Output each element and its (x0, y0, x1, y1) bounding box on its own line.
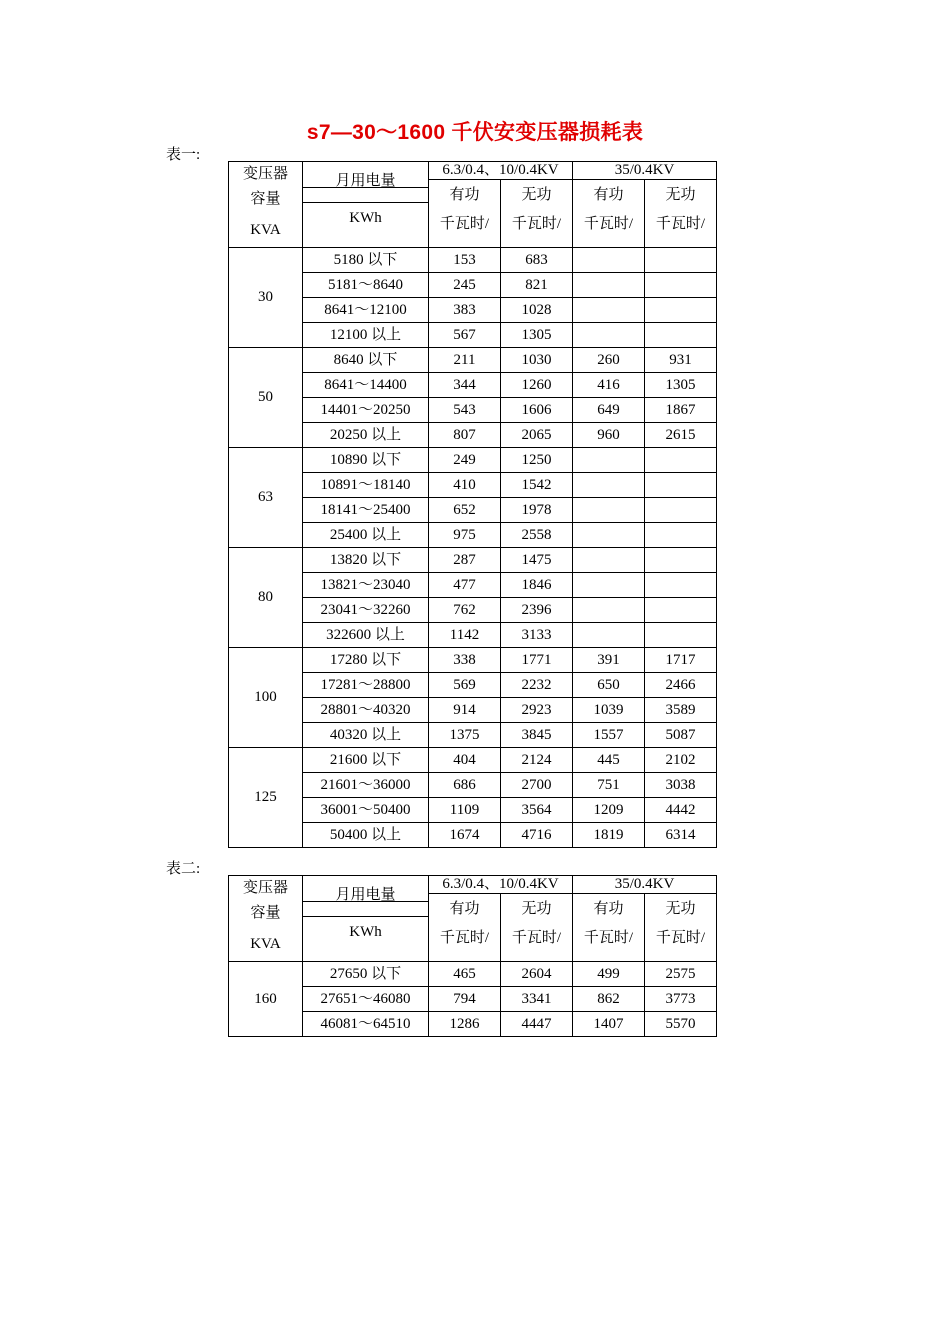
g2-reactive-cell: 5087 (645, 723, 717, 748)
usage-range-cell: 8640 以下 (303, 348, 429, 373)
group2-header: 35/0.4KV (573, 162, 717, 180)
g2-active-cell: 1209 (573, 798, 645, 823)
table-row (229, 398, 717, 423)
usage-range-cell: 322600 以上 (303, 623, 429, 648)
g2-active-cell: 445 (573, 748, 645, 773)
unit-label: 千瓦时/ (511, 216, 562, 232)
table2-loss-table (228, 875, 717, 1037)
table-row (229, 573, 717, 598)
usage-range-cell: 46081～64510 (303, 1012, 429, 1037)
g1-reactive-cell: 683 (501, 248, 573, 273)
g1-reactive-cell: 821 (501, 273, 573, 298)
g2-reactive-header (645, 180, 717, 248)
g2-reactive-cell: 1305 (645, 373, 717, 398)
unit-label: 千瓦时/ (583, 216, 634, 232)
g2-active-cell: 416 (573, 373, 645, 398)
table-row (229, 323, 717, 348)
capacity-cell: 160 (229, 962, 303, 1037)
capacity-header-line2: 容量 (250, 191, 281, 207)
document-title: s7—30～1600 千伏安变压器损耗表 (306, 121, 644, 144)
g1-active-cell: 287 (429, 548, 501, 573)
g2-active-cell: 499 (573, 962, 645, 987)
g1-active-cell: 383 (429, 298, 501, 323)
g1-active-cell: 1109 (429, 798, 501, 823)
g2-reactive-cell: 1867 (645, 398, 717, 423)
unit-label: 千瓦时/ (439, 930, 490, 946)
capacity-header-unit: KVA (250, 222, 281, 238)
table-row (229, 598, 717, 623)
table-row (229, 448, 717, 473)
table-row (229, 523, 717, 548)
g1-active-cell: 1674 (429, 823, 501, 848)
g2-active-cell: 960 (573, 423, 645, 448)
g1-active-cell: 410 (429, 473, 501, 498)
g1-reactive-cell: 1846 (501, 573, 573, 598)
g1-active-cell: 1286 (429, 1012, 501, 1037)
usage-range-cell: 50400 以上 (303, 823, 429, 848)
g2-reactive-cell: 2102 (645, 748, 717, 773)
table-row (229, 273, 717, 298)
g1-reactive-cell: 1030 (501, 348, 573, 373)
usage-range-cell: 18141～25400 (303, 498, 429, 523)
capacity-header-unit: KVA (250, 936, 281, 952)
g1-reactive-cell: 2604 (501, 962, 573, 987)
g1-reactive-cell: 1305 (501, 323, 573, 348)
usage-range-cell: 13821～23040 (303, 573, 429, 598)
g2-reactive-cell: 3589 (645, 698, 717, 723)
g1-reactive-cell: 3564 (501, 798, 573, 823)
g2-active-cell (573, 473, 645, 498)
group2-header: 35/0.4KV (573, 876, 717, 894)
table-row (229, 798, 717, 823)
capacity-cell: 63 (229, 448, 303, 548)
reactive-label: 无功 (521, 901, 552, 917)
active-label: 有功 (593, 187, 624, 203)
g2-active-cell (573, 273, 645, 298)
g2-active-cell (573, 548, 645, 573)
g2-reactive-cell: 2615 (645, 423, 717, 448)
g2-active-cell: 391 (573, 648, 645, 673)
unit-label: 千瓦时/ (511, 930, 562, 946)
capacity-header (229, 162, 303, 248)
g1-active-cell: 543 (429, 398, 501, 423)
g1-reactive-cell: 1542 (501, 473, 573, 498)
table-row (229, 348, 717, 373)
g2-reactive-cell: 5570 (645, 1012, 717, 1037)
table2-header (229, 876, 717, 962)
unit-label: 千瓦时/ (655, 930, 706, 946)
g2-reactive-cell (645, 523, 717, 548)
g2-reactive-cell (645, 248, 717, 273)
g2-active-cell (573, 248, 645, 273)
g2-active-cell: 1557 (573, 723, 645, 748)
capacity-header-line1: 变压器 (242, 166, 288, 182)
g1-active-cell: 153 (429, 248, 501, 273)
group1-header: 6.3/0.4、10/0.4KV (429, 876, 573, 894)
g2-active-cell: 751 (573, 773, 645, 798)
usage-range-cell: 17281～28800 (303, 673, 429, 698)
reactive-label: 无功 (665, 901, 696, 917)
g2-active-cell: 1819 (573, 823, 645, 848)
reactive-label: 无功 (521, 187, 552, 203)
table2-label: 表二: (166, 861, 201, 877)
g1-reactive-cell: 2124 (501, 748, 573, 773)
table1-header (229, 162, 717, 248)
g2-reactive-header (645, 894, 717, 962)
usage-range-cell: 5180 以下 (303, 248, 429, 273)
capacity-cell: 80 (229, 548, 303, 648)
g1-active-cell: 477 (429, 573, 501, 598)
usage-range-cell: 13820 以下 (303, 548, 429, 573)
g2-active-cell (573, 498, 645, 523)
usage-range-cell: 10891～18140 (303, 473, 429, 498)
g1-reactive-cell: 2232 (501, 673, 573, 698)
g1-reactive-header (501, 894, 573, 962)
capacity-header-line2: 容量 (250, 905, 281, 921)
table-row (229, 723, 717, 748)
g1-reactive-cell: 4716 (501, 823, 573, 848)
capacity-header-line1: 变压器 (242, 880, 288, 896)
g2-active-cell (573, 573, 645, 598)
g2-active-cell: 649 (573, 398, 645, 423)
usage-header-label: 月用电量 (303, 162, 428, 188)
g2-active-cell (573, 598, 645, 623)
g2-active-cell: 650 (573, 673, 645, 698)
g2-reactive-cell: 3773 (645, 987, 717, 1012)
usage-range-cell: 36001～50400 (303, 798, 429, 823)
g1-active-header (429, 894, 501, 962)
usage-range-cell: 14401～20250 (303, 398, 429, 423)
g1-reactive-cell: 1250 (501, 448, 573, 473)
g2-reactive-cell (645, 323, 717, 348)
usage-header-unit: KWh (349, 924, 382, 940)
usage-header (303, 876, 429, 962)
g2-reactive-cell: 2575 (645, 962, 717, 987)
unit-label: 千瓦时/ (655, 216, 706, 232)
usage-range-cell: 27651～46080 (303, 987, 429, 1012)
usage-header-unit: KWh (349, 210, 382, 226)
table-row (229, 673, 717, 698)
g1-reactive-cell: 1606 (501, 398, 573, 423)
g1-active-cell: 344 (429, 373, 501, 398)
g1-active-cell: 652 (429, 498, 501, 523)
reactive-label: 无功 (665, 187, 696, 203)
g1-active-cell: 338 (429, 648, 501, 673)
g1-active-cell: 762 (429, 598, 501, 623)
g1-active-cell: 404 (429, 748, 501, 773)
g2-active-cell: 1039 (573, 698, 645, 723)
table-row (229, 248, 717, 273)
g1-reactive-cell: 2700 (501, 773, 573, 798)
capacity-header (229, 876, 303, 962)
g2-reactive-cell: 931 (645, 348, 717, 373)
g1-reactive-cell: 1771 (501, 648, 573, 673)
usage-range-cell: 5181～8640 (303, 273, 429, 298)
g2-reactive-cell: 4442 (645, 798, 717, 823)
g2-active-cell (573, 323, 645, 348)
usage-range-cell: 20250 以上 (303, 423, 429, 448)
table-row (229, 987, 717, 1012)
table-row (229, 623, 717, 648)
g2-active-header (573, 180, 645, 248)
capacity-cell: 30 (229, 248, 303, 348)
g1-reactive-header (501, 180, 573, 248)
table1-label: 表一: (166, 147, 201, 163)
g1-reactive-cell: 1260 (501, 373, 573, 398)
g2-reactive-cell: 3038 (645, 773, 717, 798)
usage-header (303, 162, 429, 248)
g1-active-cell: 975 (429, 523, 501, 548)
table-row (229, 498, 717, 523)
usage-range-cell: 23041～32260 (303, 598, 429, 623)
group1-header: 6.3/0.4、10/0.4KV (429, 162, 573, 180)
g2-active-cell (573, 623, 645, 648)
usage-range-cell: 25400 以上 (303, 523, 429, 548)
capacity-cell: 50 (229, 348, 303, 448)
table1-loss-table (228, 161, 717, 848)
g2-reactive-cell (645, 623, 717, 648)
usage-header-spacer (303, 188, 428, 203)
table2-body (229, 962, 717, 1037)
table-row (229, 962, 717, 987)
g2-reactive-cell (645, 298, 717, 323)
table-row (229, 648, 717, 673)
capacity-cell: 125 (229, 748, 303, 848)
g2-reactive-cell (645, 498, 717, 523)
g1-active-cell: 249 (429, 448, 501, 473)
usage-range-cell: 12100 以上 (303, 323, 429, 348)
table-row (229, 298, 717, 323)
g1-reactive-cell: 3133 (501, 623, 573, 648)
usage-range-cell: 21600 以下 (303, 748, 429, 773)
table-row (229, 473, 717, 498)
g2-active-cell: 1407 (573, 1012, 645, 1037)
active-label: 有功 (449, 187, 480, 203)
g1-reactive-cell: 3341 (501, 987, 573, 1012)
g1-active-header (429, 180, 501, 248)
g1-active-cell: 807 (429, 423, 501, 448)
g2-active-cell (573, 523, 645, 548)
g1-active-cell: 794 (429, 987, 501, 1012)
g1-active-cell: 567 (429, 323, 501, 348)
g2-reactive-cell (645, 573, 717, 598)
g2-reactive-cell (645, 473, 717, 498)
g2-active-cell (573, 298, 645, 323)
g1-reactive-cell: 2558 (501, 523, 573, 548)
g1-reactive-cell: 2065 (501, 423, 573, 448)
active-label: 有功 (449, 901, 480, 917)
g1-reactive-cell: 1475 (501, 548, 573, 573)
g2-reactive-cell (645, 548, 717, 573)
usage-range-cell: 10890 以下 (303, 448, 429, 473)
active-label: 有功 (593, 901, 624, 917)
g2-active-cell: 862 (573, 987, 645, 1012)
g2-active-cell (573, 448, 645, 473)
g1-active-cell: 211 (429, 348, 501, 373)
table-row (229, 423, 717, 448)
unit-label: 千瓦时/ (439, 216, 490, 232)
usage-range-cell: 21601～36000 (303, 773, 429, 798)
table-row (229, 548, 717, 573)
table-row (229, 748, 717, 773)
usage-range-cell: 28801～40320 (303, 698, 429, 723)
usage-header-spacer (303, 902, 428, 917)
table-row (229, 373, 717, 398)
g1-active-cell: 245 (429, 273, 501, 298)
unit-label: 千瓦时/ (583, 930, 634, 946)
g2-reactive-cell (645, 598, 717, 623)
table1-body (229, 248, 717, 848)
g2-reactive-cell: 1717 (645, 648, 717, 673)
table-row (229, 823, 717, 848)
usage-range-cell: 40320 以上 (303, 723, 429, 748)
g1-reactive-cell: 2923 (501, 698, 573, 723)
table-row (229, 773, 717, 798)
table-row (229, 698, 717, 723)
table-row (229, 1012, 717, 1037)
g1-reactive-cell: 4447 (501, 1012, 573, 1037)
usage-range-cell: 8641～12100 (303, 298, 429, 323)
usage-range-cell: 8641～14400 (303, 373, 429, 398)
g1-active-cell: 1375 (429, 723, 501, 748)
g1-reactive-cell: 1028 (501, 298, 573, 323)
g2-reactive-cell: 2466 (645, 673, 717, 698)
g1-reactive-cell: 3845 (501, 723, 573, 748)
capacity-cell: 100 (229, 648, 303, 748)
g2-active-header (573, 894, 645, 962)
g1-active-cell: 1142 (429, 623, 501, 648)
g2-reactive-cell: 6314 (645, 823, 717, 848)
g2-reactive-cell (645, 448, 717, 473)
g1-reactive-cell: 1978 (501, 498, 573, 523)
g2-active-cell: 260 (573, 348, 645, 373)
usage-range-cell: 27650 以下 (303, 962, 429, 987)
g1-active-cell: 465 (429, 962, 501, 987)
g1-reactive-cell: 2396 (501, 598, 573, 623)
g2-reactive-cell (645, 273, 717, 298)
usage-header-label: 月用电量 (303, 876, 428, 902)
g1-active-cell: 914 (429, 698, 501, 723)
g1-active-cell: 686 (429, 773, 501, 798)
g1-active-cell: 569 (429, 673, 501, 698)
usage-range-cell: 17280 以下 (303, 648, 429, 673)
